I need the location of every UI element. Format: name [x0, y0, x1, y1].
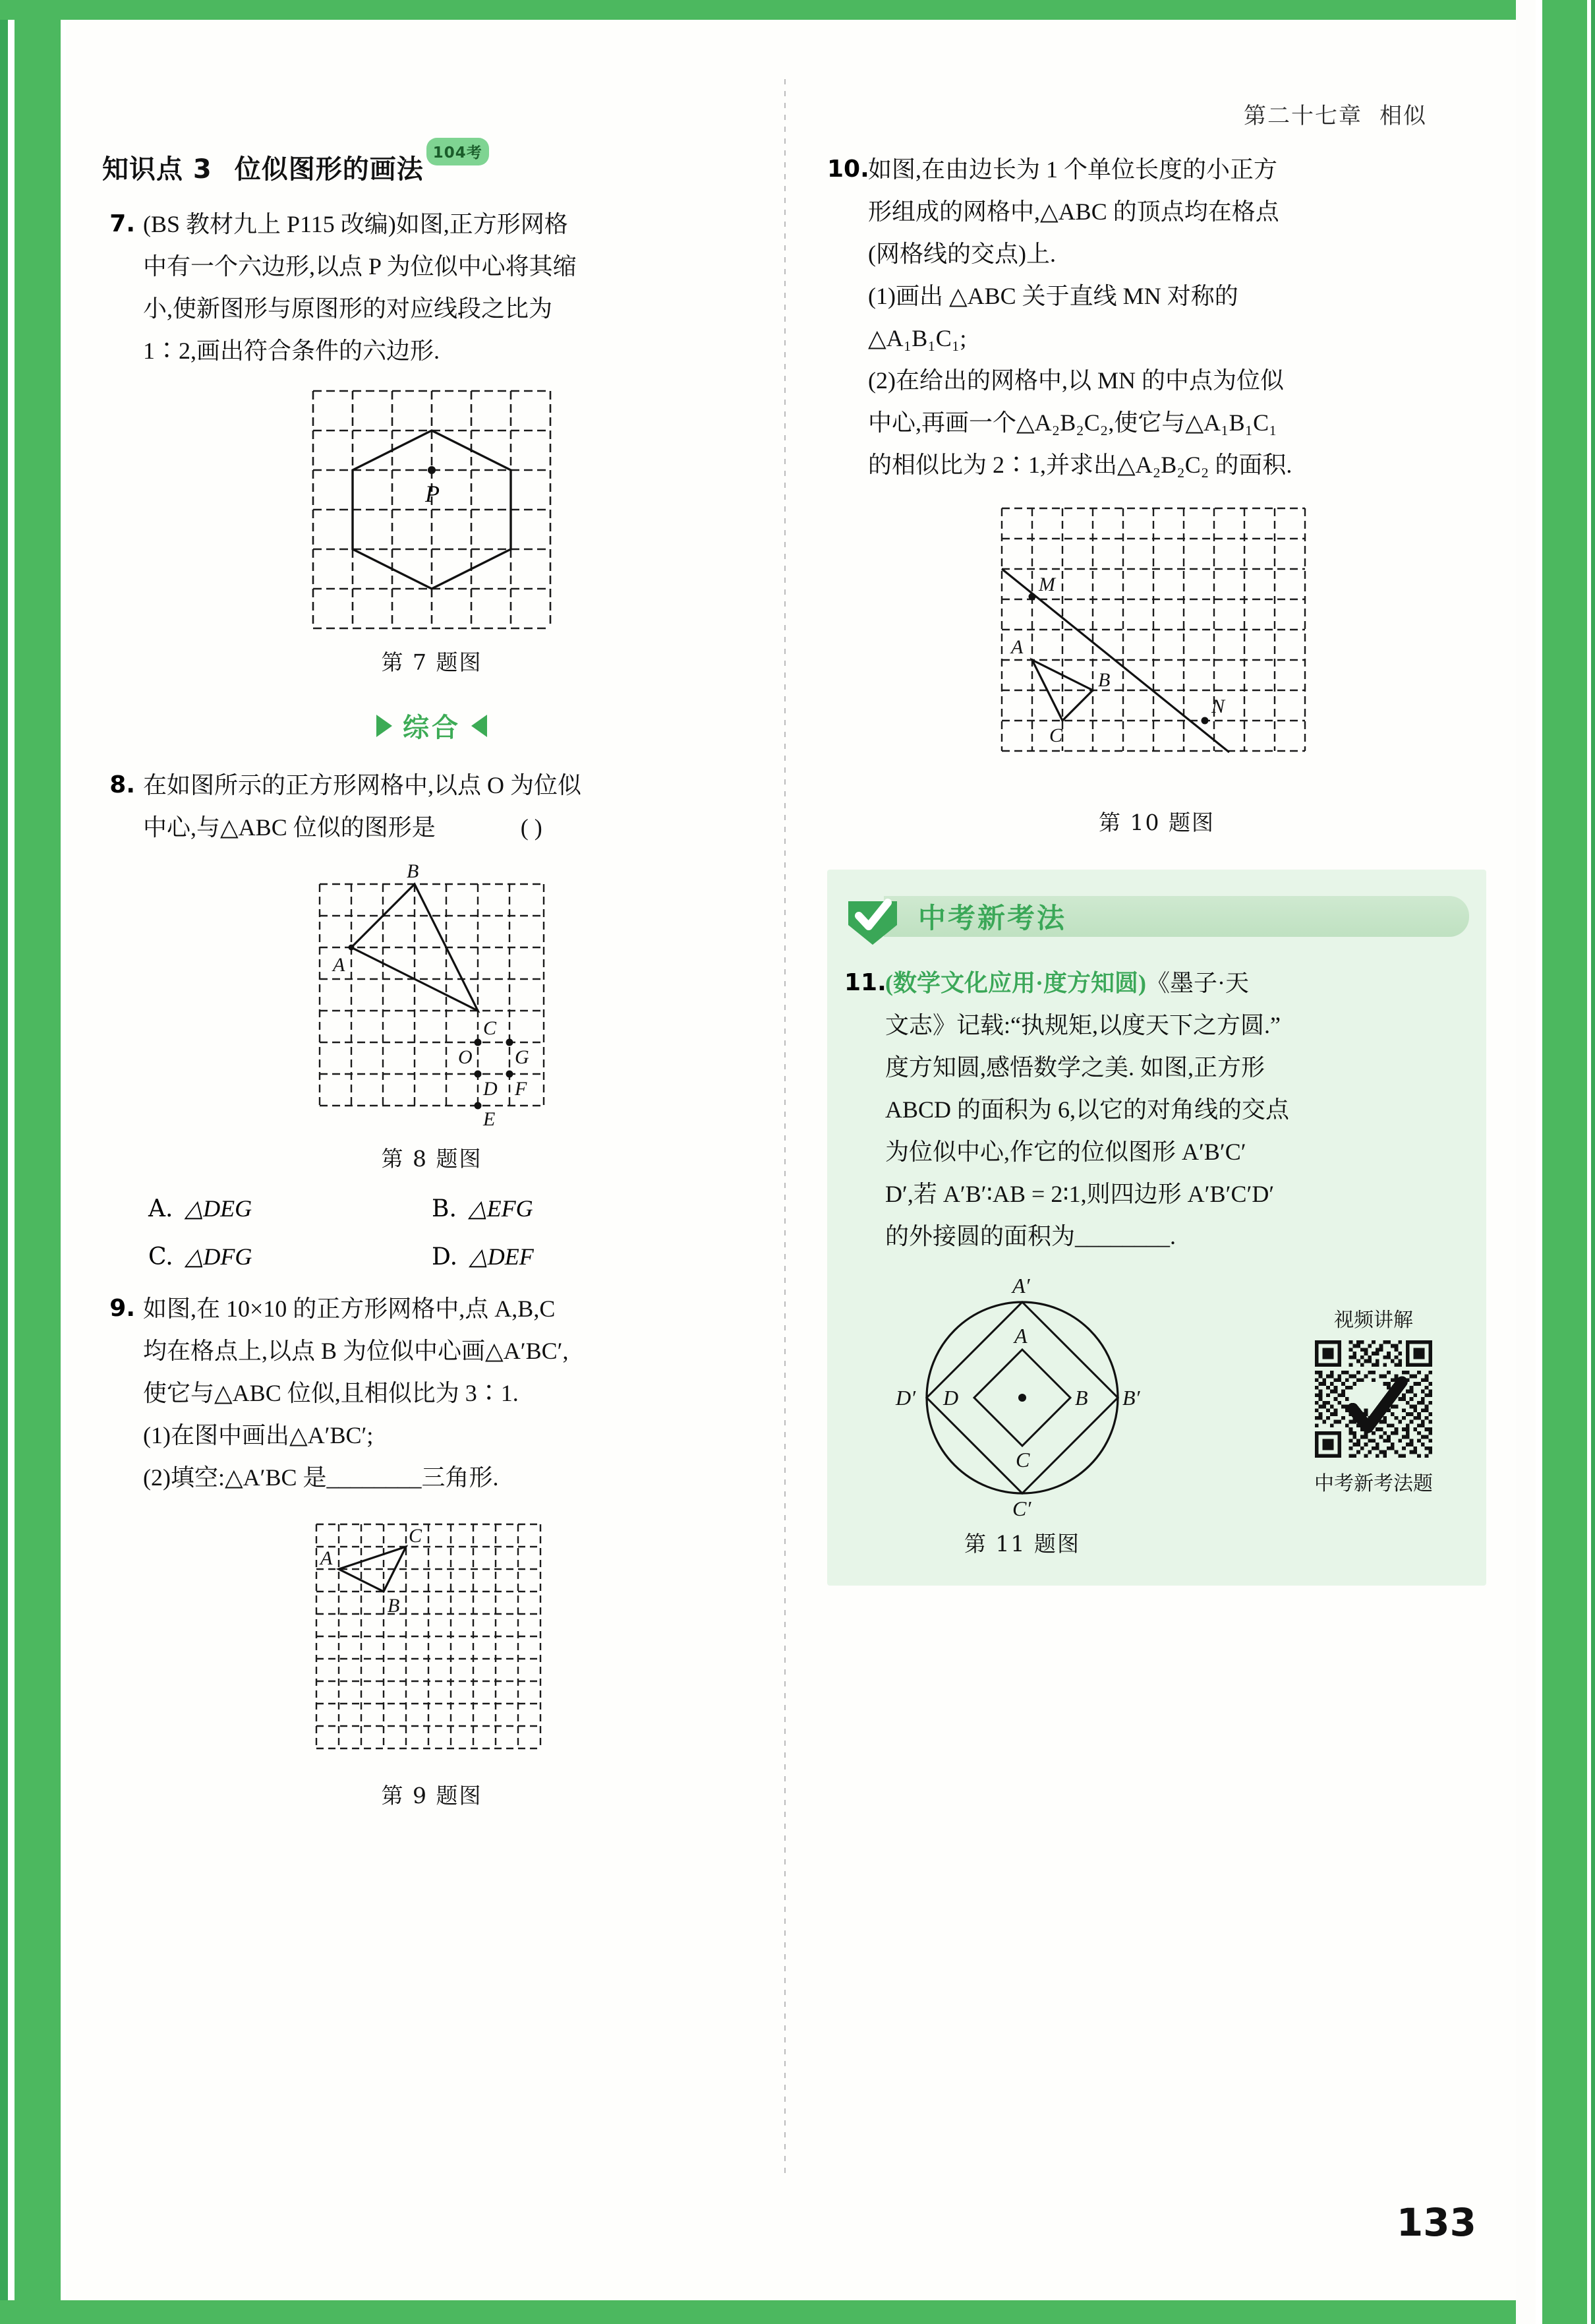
question-10-body [868, 148, 1486, 486]
question-9-line-3: 使它与△ABC 位似,且相似比为 3∶1. [143, 1380, 519, 1406]
question-11-body [885, 962, 1469, 1257]
question-9-line-2: 均在格点上,以点 B 为位似中心画△A′BC′, [143, 1338, 569, 1364]
label-B-9: B [388, 1595, 400, 1617]
question-10-line-3: (网格线的交点)上. [868, 241, 1056, 267]
choice-C[interactable] [148, 1233, 432, 1281]
left-column [102, 144, 761, 1814]
question-9-line-5: (2)填空:△A′BC 是________三角形. [143, 1464, 499, 1491]
choice-A-text: △DEG [185, 1195, 252, 1222]
grid-lines-10 [1002, 508, 1305, 751]
figure-11 [844, 1264, 1200, 1562]
right-green-binding [1516, 0, 1595, 2324]
question-8-line-2-text: 中心,与△ABC 位似的图形是 [143, 814, 436, 841]
question-11-number: 11. [844, 969, 886, 996]
choice-A-key: A. [148, 1195, 173, 1222]
figure-8-caption: 第 8 题图 [381, 1146, 482, 1172]
label-B-11: B [1075, 1386, 1088, 1410]
top-green-band [0, 0, 1595, 20]
point-M-dot [1029, 593, 1036, 601]
question-11-line-1-rest: 《墨子·天 [1146, 970, 1249, 996]
knowledge-point-title: 位似图形的画法 [234, 154, 424, 185]
qr-block[interactable] [1278, 1303, 1469, 1500]
qr-bottom-label: 中考新考法题 [1314, 1472, 1433, 1495]
figure-7-caption: 第 7 题图 [381, 649, 482, 675]
triangle-ABC-9 [339, 1547, 406, 1592]
figure-11-caption: 第 11 题图 [964, 1531, 1080, 1557]
figure-10 [827, 495, 1486, 837]
label-A-10: A [1011, 636, 1024, 658]
label-B-8: B [407, 860, 419, 882]
new-exam-title: 中考新考法 [918, 902, 1067, 934]
label-C-10: C [1049, 725, 1063, 746]
question-8-line-2 [143, 806, 761, 849]
choice-D[interactable] [432, 1233, 715, 1281]
running-head-title: 相似 [1379, 103, 1427, 129]
label-D-11: D [943, 1386, 959, 1410]
question-11-line-5: 为位似中心,作它的位似图形 A′B′C′ [885, 1139, 1246, 1165]
grid-lines-9 [316, 1524, 540, 1748]
question-10-number: 10. [827, 156, 869, 183]
question-7-number: 7. [109, 210, 135, 237]
figure-7 [102, 381, 761, 676]
figure-9 [102, 1508, 761, 1810]
label-B-10: B [1098, 669, 1111, 691]
question-8-choices [148, 1185, 761, 1281]
choice-D-key: D. [432, 1243, 458, 1270]
question-10 [827, 148, 1486, 486]
label-A-9: A [320, 1547, 333, 1569]
question-7-line-1: (BS 教材九上 P115 改编)如图,正方形网格 [143, 211, 568, 237]
check-badge-icon [844, 888, 901, 945]
choice-B-text: △EFG [468, 1195, 533, 1222]
figure-10-svg [989, 495, 1325, 798]
column-divider [784, 79, 786, 2176]
question-7-body [143, 203, 761, 372]
question-11-line-2: 文志》记载:“执规矩,以度天下之方圆.” [885, 1012, 1281, 1038]
label-G-8: G [515, 1046, 529, 1068]
question-10-line-8: 的相似比为 2∶1,并求出△A₂B₂C₂ 的面积. [868, 452, 1292, 478]
label-P: P [425, 481, 440, 507]
label-A-11: A [1014, 1324, 1028, 1348]
choice-B-key: B. [432, 1195, 457, 1222]
figure-9-svg [303, 1508, 560, 1772]
qr-code-icon[interactable] [1311, 1336, 1436, 1462]
choice-D-text: △DEF [469, 1243, 534, 1270]
bottom-green-band [0, 2300, 1595, 2324]
question-9-body [143, 1288, 761, 1499]
running-head-chapter: 第二十七章 [1244, 103, 1362, 129]
right-column [827, 148, 1486, 1586]
question-10-line-2: 形组成的网格中,△ABC 的顶点均在格点 [868, 198, 1279, 225]
label-A-8: A [333, 954, 345, 976]
figure-9-caption: 第 9 题图 [381, 1783, 482, 1808]
question-7-line-3: 小,使新图形与原图形的对应线段之比为 [143, 295, 553, 322]
choice-C-key: C. [148, 1243, 173, 1270]
label-D-prime-11: D′ [896, 1386, 916, 1410]
knowledge-point-heading [102, 144, 761, 186]
question-11 [844, 962, 1469, 1257]
choice-B[interactable] [432, 1185, 715, 1233]
question-11-line-1 [885, 962, 1469, 1004]
label-A-prime-11: A′ [1012, 1274, 1030, 1297]
label-C-9: C [409, 1525, 422, 1547]
label-M-10: M [1039, 574, 1055, 595]
label-F-8: F [515, 1078, 527, 1100]
center-point-dot [1018, 1394, 1026, 1402]
new-exam-pill [884, 896, 1469, 937]
label-N-10: N [1211, 696, 1225, 717]
question-10-line-4: (1)画出 △ABC 关于直线 MN 对称的 [868, 283, 1238, 309]
label-C-prime-11: C′ [1012, 1497, 1031, 1520]
point-N-dot [1202, 717, 1209, 725]
figure-8 [102, 858, 761, 1173]
question-7-line-2: 中有一个六边形,以点 P 为位似中心将其缩 [143, 253, 577, 280]
question-10-line-6: (2)在给出的网格中,以 MN 的中点为位似 [868, 367, 1284, 394]
question-9-line-1: 如图,在 10×10 的正方形网格中,点 A,B,C [143, 1296, 556, 1322]
point-O-dot [475, 1039, 482, 1046]
point-E-dot [475, 1102, 482, 1110]
question-9-line-4: (1)在图中画出△A′BC′; [143, 1422, 374, 1448]
knowledge-point-label: 知识点 3 [102, 154, 212, 185]
running-head [1244, 98, 1427, 130]
question-7-line-4: 1∶2,画出符合条件的六边形. [143, 338, 440, 364]
question-7 [102, 203, 761, 372]
point-P-dot [428, 466, 436, 474]
label-O-8: O [458, 1046, 473, 1068]
grid-lines-7 [313, 391, 550, 628]
point-F-dot [506, 1071, 513, 1078]
new-exam-panel [827, 870, 1486, 1586]
question-8-answer-parens: ( ) [520, 814, 542, 841]
label-D-8: D [483, 1078, 498, 1100]
section-divider-label: 综合 [403, 713, 461, 743]
section-divider-comprehensive [102, 707, 761, 744]
label-B-prime-11: B′ [1122, 1386, 1140, 1410]
question-11-line-6: D′,若 A′B′∶AB = 2∶1,则四边形 A′B′C′D′ [885, 1181, 1275, 1207]
question-8-body [143, 764, 761, 849]
triangle-right-icon [471, 715, 487, 737]
new-exam-header [844, 888, 1469, 945]
question-9 [102, 1288, 761, 1499]
label-E-8: E [483, 1108, 496, 1130]
question-9-number: 9. [109, 1295, 135, 1322]
question-8 [102, 764, 761, 849]
label-C-11: C [1016, 1448, 1030, 1472]
figure-7-svg [303, 381, 560, 638]
page-number: 133 [1396, 2200, 1476, 2245]
question-8-line-1: 在如图所示的正方形网格中,以点 O 为位似 [143, 772, 581, 798]
exam-count-badge: 104考 [426, 138, 489, 165]
question-10-line-7: 中心,再画一个△A₂B₂C₂,使它与△A₁B₁C₁ [868, 409, 1277, 436]
point-D-dot [475, 1071, 482, 1078]
question-11-line-4: ABCD 的面积为 6,以它的对角线的交点 [885, 1096, 1290, 1123]
triangle-left-icon [376, 715, 392, 737]
figure-11-and-qr-row [844, 1264, 1469, 1562]
question-8-number: 8. [109, 771, 135, 798]
qr-top-label: 视频讲解 [1334, 1309, 1413, 1332]
question-10-line-5: △A₁B₁C₁; [868, 325, 967, 351]
label-C-8: C [483, 1017, 497, 1039]
point-G-dot [506, 1039, 513, 1046]
figure-10-caption: 第 10 题图 [1099, 810, 1215, 835]
question-11-line-3: 度方知圆,感悟数学之美. 如图,正方形 [885, 1054, 1265, 1081]
figure-11-svg [877, 1269, 1167, 1520]
choice-C-text: △DFG [185, 1243, 252, 1270]
question-10-line-1: 如图,在由边长为 1 个单位长度的小正方 [868, 156, 1278, 183]
figure-8-svg [300, 858, 564, 1135]
question-11-culture-tag: (数学文化应用·度方知圆) [885, 970, 1146, 996]
question-11-line-7: 的外接圆的面积为________. [885, 1223, 1176, 1249]
choice-A[interactable] [148, 1185, 432, 1233]
vertex-A-dot [349, 945, 355, 951]
